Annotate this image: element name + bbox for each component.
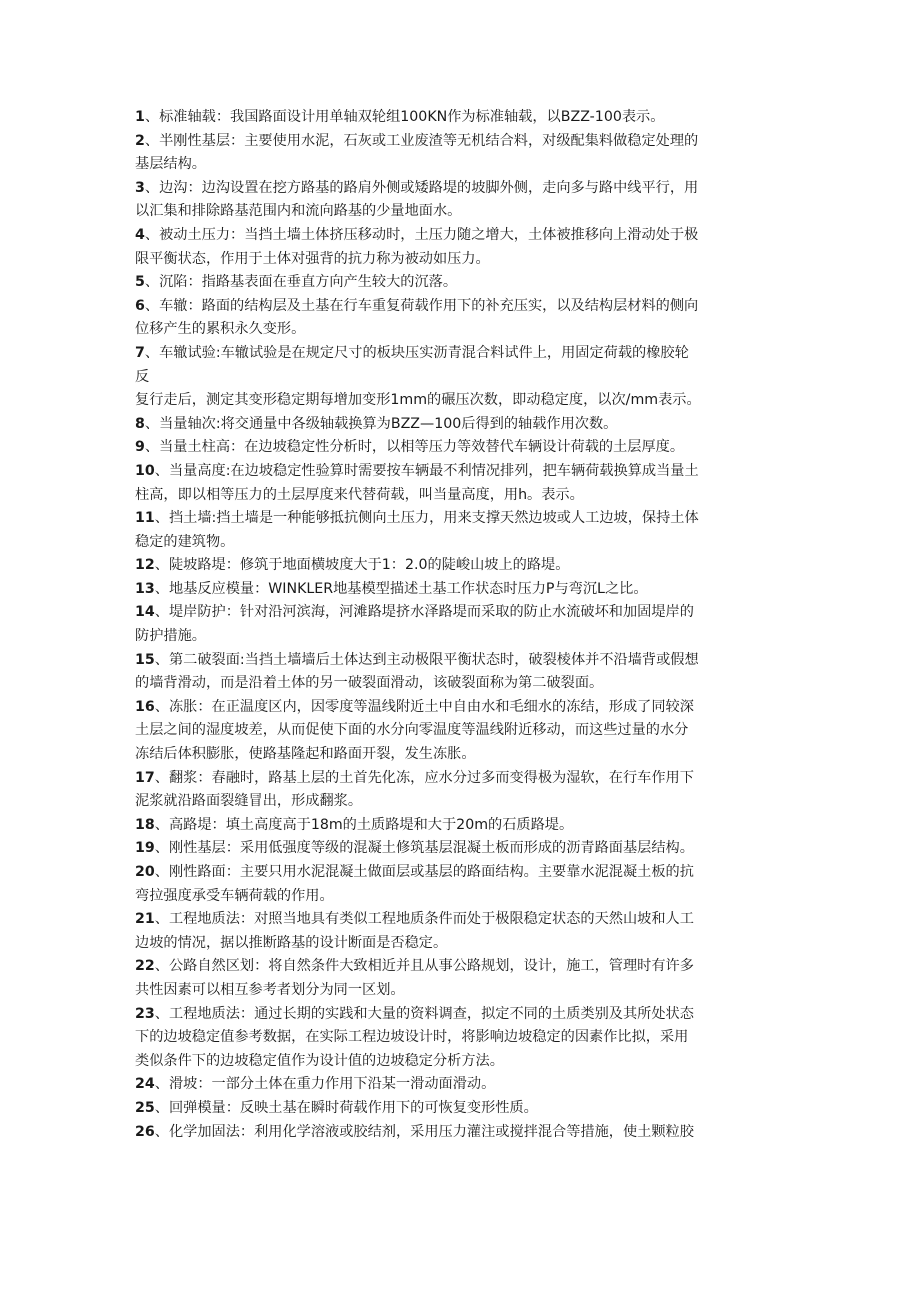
entry-number: 11 xyxy=(135,510,155,527)
entry-number: 25 xyxy=(135,1099,155,1116)
term-entry-line xyxy=(135,649,790,673)
term-entry-line xyxy=(135,1121,790,1145)
term-entry-line xyxy=(135,271,790,295)
term-entry-line xyxy=(135,224,790,248)
term-entry-line xyxy=(135,578,790,602)
term-continuation-line xyxy=(135,790,790,814)
term-continuation-line xyxy=(135,719,790,743)
term-entry-line xyxy=(135,436,790,460)
term-continuation-line xyxy=(135,318,790,342)
entry-text: 基层结构。 xyxy=(135,156,206,173)
entry-text: 防护措施。 xyxy=(135,628,206,645)
entry-text: 、标准轴载：我国路面设计用单轴双轮组100KN作为标准轴载，以BZZ-100表示。 xyxy=(144,109,665,125)
entry-number: 4 xyxy=(135,226,145,243)
entry-text: 位移产生的累积永久变形。 xyxy=(135,321,306,338)
entry-text: 、工程地质法：对照当地具有类似工程地质条件而处于极限稳定状态的天然山坡和人工 xyxy=(154,911,694,928)
entry-number: 15 xyxy=(135,651,155,668)
entry-number: 16 xyxy=(135,698,155,715)
term-entry-line xyxy=(135,837,790,861)
entry-text: 、翻浆：春融时，路基上层的土首先化冻，应水分过多而变得极为湿软，在行车作用下 xyxy=(154,769,694,786)
term-continuation-line xyxy=(135,1026,790,1050)
term-continuation-line xyxy=(135,366,790,390)
entry-text: 、沉陷：指路基表面在垂直方向产生较大的沉落。 xyxy=(144,274,458,291)
entry-number: 8 xyxy=(135,415,145,432)
entry-text: 的墙背滑动，而是沿着土体的另一破裂面滑动，该破裂面称为第二破裂面。 xyxy=(135,675,604,692)
entry-text: 、挡土墙:挡土墙是一种能够抵抗侧向土压力，用来支撑天然边坡或人工边坡，保持土体 xyxy=(154,510,699,527)
entry-text: 、刚性路面：主要只用水泥混凝土做面层或基层的路面结构。主要靠水泥混凝土板的抗 xyxy=(154,864,694,880)
entry-text: 、陡坡路堤：修筑于地面横坡度大于1：2.0的陡峻山坡上的路堤。 xyxy=(154,557,570,574)
entry-text: 、半刚性基层：主要使用水泥，石灰或工业废渣等无机结合料，对级配集料做稳定处理的 xyxy=(144,132,699,149)
term-continuation-line xyxy=(135,153,790,177)
entry-text: 复行走后，测定其变形稳定期每增加变形1mm的碾压次数，即动稳定度，以次/mm表示。 xyxy=(135,392,701,409)
entry-text: 边坡的情况，据以推断路基的设计断面是否稳定。 xyxy=(135,934,448,951)
term-entry-line xyxy=(135,814,790,838)
entry-number: 22 xyxy=(135,958,155,975)
entry-text: 、第二破裂面:当挡土墙墙后土体达到主动极限平衡状态时，破裂棱体并不沿墙背或假想 xyxy=(154,651,699,668)
entry-number: 1 xyxy=(135,109,145,125)
entry-text: 、边沟：边沟设置在挖方路基的路肩外侧或矮路堤的坡脚外侧，走向多与路中线平行，用 xyxy=(144,179,699,196)
entry-text: 、车辙：路面的结构层及土基在行车重复荷载作用下的补充压实，以及结构层材料的侧向 xyxy=(144,297,699,314)
entry-number: 3 xyxy=(135,179,145,196)
term-continuation-line xyxy=(135,672,790,696)
term-entry-line xyxy=(135,908,790,932)
entry-text: 、工程地质法：通过长期的实践和大量的资料调查，拟定不同的土质类别及其所处状态 xyxy=(154,1005,694,1022)
entry-text: 、当量轴次:将交通量中各级轴载换算为BZZ—100后得到的轴载作用次数。 xyxy=(144,415,618,432)
entry-text: 限平衡状态，作用于土体对强背的抗力称为被动如压力。 xyxy=(135,250,490,267)
entry-text: 泥浆就沿路面裂缝冒出，形成翻浆。 xyxy=(135,793,363,810)
entry-number: 13 xyxy=(135,580,155,597)
entry-text: 冻结后体积膨胀，使路基隆起和路面开裂，发生冻胀。 xyxy=(135,746,476,763)
entry-number: 19 xyxy=(135,840,155,857)
term-entry-line xyxy=(135,507,790,531)
entry-text: 共性因素可以相互参考者划分为同一区划。 xyxy=(135,981,405,998)
entry-text: 、堤岸防护：针对沿河滨海，河滩路堤挤水泽路堤而采取的防止水流破坏和加固堤岸的 xyxy=(154,604,694,621)
entry-text: 下的边坡稳定值参考数据，在实际工程边坡设计时，将影响边坡稳定的因素作比拟，采用 xyxy=(135,1029,689,1046)
entry-number: 5 xyxy=(135,274,145,291)
term-entry-line xyxy=(135,413,790,437)
entry-number: 23 xyxy=(135,1005,155,1022)
term-entry-line xyxy=(135,861,790,885)
entry-text: 柱高，即以相等压力的土层厚度来代替荷载，叫当量高度，用h。表示。 xyxy=(135,486,584,503)
entry-text: 、高路堤：填土高度高于18m的土质路堤和大于20m的石质路堤。 xyxy=(154,816,574,833)
entry-number: 10 xyxy=(135,462,155,479)
entry-text: 、当量高度:在边坡稳定性验算时需要按车辆最不利情况排列，把车辆荷载换算成当量土 xyxy=(154,462,699,479)
entry-text: 以汇集和排除路基范围内和流向路基的少量地面水。 xyxy=(135,203,462,220)
entry-text: 、公路自然区划：将自然条件大致相近并且从事公路规划，设计，施工，管理时有许多 xyxy=(154,958,694,975)
entry-text: 稳定的建筑物。 xyxy=(135,533,235,550)
entry-text: 、车辙试验:车辙试验是在规定尺寸的板块压实沥青混合料试件上，用固定荷载的橡胶轮 xyxy=(144,344,689,361)
entry-text: 弯拉强度承受车辆荷载的作用。 xyxy=(135,887,334,904)
term-continuation-line xyxy=(135,248,790,272)
term-continuation-line xyxy=(135,885,790,909)
entry-number: 9 xyxy=(135,439,145,456)
term-entry-line xyxy=(135,554,790,578)
term-continuation-line xyxy=(135,979,790,1003)
term-continuation-line xyxy=(135,200,790,224)
entry-number: 6 xyxy=(135,297,145,314)
term-continuation-line xyxy=(135,625,790,649)
term-entry-line xyxy=(135,177,790,201)
term-entry-line xyxy=(135,1003,790,1027)
entry-number: 21 xyxy=(135,911,155,928)
entry-text: 、化学加固法：利用化学溶液或胶结剂，采用压力灌注或搅拌混合等措施，使土颗粒胶 xyxy=(154,1123,694,1140)
term-entry-line xyxy=(135,767,790,791)
entry-text: 反 xyxy=(135,368,150,385)
term-entry-line xyxy=(135,295,790,319)
entry-text: 、被动土压力：当挡土墙土体挤压移动时，土压力随之增大，土体被推移向上滑动处于极 xyxy=(144,226,699,243)
term-continuation-line xyxy=(135,389,790,413)
term-continuation-line xyxy=(135,1050,790,1074)
entry-text: 类似条件下的边坡稳定值作为设计值的边坡稳定分析方法。 xyxy=(135,1052,504,1069)
term-continuation-line xyxy=(135,932,790,956)
term-continuation-line xyxy=(135,531,790,555)
entry-text: 、刚性基层：采用低强度等级的混凝土修筑基层混凝土板而形成的沥青路面基层结构。 xyxy=(154,840,694,857)
document-body xyxy=(135,106,790,1144)
entry-text: 、地基反应模量：WINKLER地基模型描述土基工作状态时压力P与弯沉L之比。 xyxy=(154,580,648,597)
term-entry-line xyxy=(135,696,790,720)
term-entry-line xyxy=(135,1097,790,1121)
term-entry-line xyxy=(135,601,790,625)
term-continuation-line xyxy=(135,743,790,767)
term-entry-line xyxy=(135,342,790,366)
term-entry-line xyxy=(135,1073,790,1097)
term-continuation-line xyxy=(135,484,790,508)
entry-text: 、当量土柱高：在边坡稳定性分析时，以相等压力等效替代车辆设计荷载的土层厚度。 xyxy=(144,439,685,456)
entry-number: 12 xyxy=(135,557,155,574)
entry-text: 土层之间的湿度坡差，从而促使下面的水分向零温度等温线附近移动，而这些过量的水分 xyxy=(135,722,689,739)
entry-number: 24 xyxy=(135,1076,155,1093)
term-entry-line xyxy=(135,955,790,979)
entry-number: 14 xyxy=(135,604,155,621)
entry-number: 2 xyxy=(135,132,145,149)
entry-number: 26 xyxy=(135,1123,155,1140)
entry-number: 17 xyxy=(135,769,155,786)
term-entry-line xyxy=(135,460,790,484)
entry-text: 、冻胀：在正温度区内，因零度等温线附近土中自由水和毛细水的冻结，形成了同较深 xyxy=(154,698,694,715)
entry-text: 、回弹模量：反映土基在瞬时荷载作用下的可恢复变形性质。 xyxy=(154,1099,538,1116)
entry-number: 7 xyxy=(135,344,145,361)
entry-text: 、滑坡：一部分土体在重力作用下沿某一滑动面滑动。 xyxy=(154,1076,496,1093)
entry-number: 18 xyxy=(135,816,155,833)
entry-number: 20 xyxy=(135,864,155,880)
term-entry-line xyxy=(135,130,790,154)
term-entry-line xyxy=(135,106,790,130)
